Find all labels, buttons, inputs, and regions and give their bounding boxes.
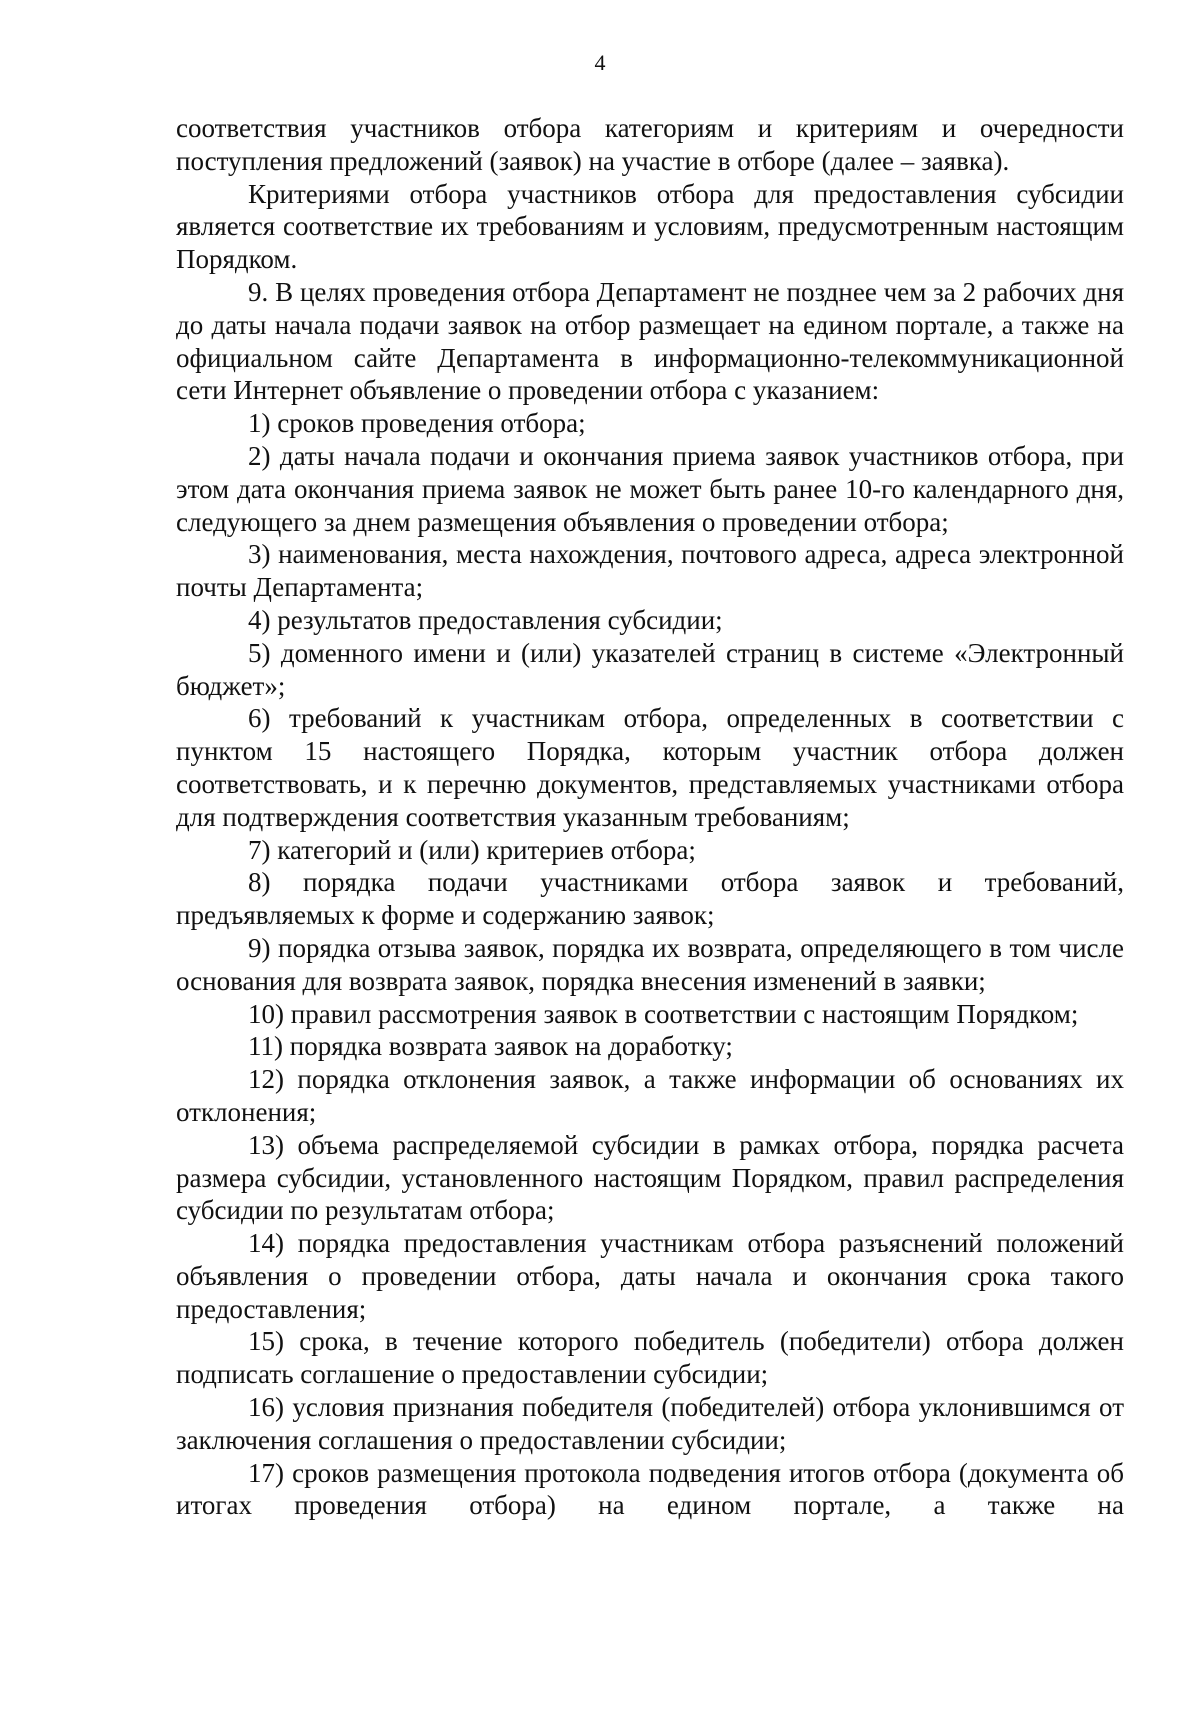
paragraph: 16) условия признания победителя (победителей) отбора уклонившимся от заключения соглашения о предоставлении субсидии; <box>176 1392 1124 1455</box>
paragraph: соответствия участников отбора категориям и критериям и очередности поступления предложений (заявок) на участие в отборе (далее – заявка). <box>176 113 1124 176</box>
paragraph: 11) порядка возврата заявок на доработку; <box>248 1031 733 1062</box>
paragraph: 7) категорий и (или) критериев отбора; <box>248 834 696 865</box>
paragraph: 12) порядка отклонения заявок, а также информации об основаниях их отклонения; <box>176 1064 1124 1127</box>
paragraph: 2) даты начала подачи и окончания приема заявок участников отбора, при этом дата окончания приема заявок не может быть ранее 10-го календарного дня, следующего за днем размещения объявления о проведении отбора; <box>176 440 1124 537</box>
paragraph: 3) наименования, места нахождения, почтового адреса, адреса электронной почты Департамента; <box>176 539 1124 603</box>
paragraph: 8) порядка подачи участниками отбора заявок и требований, предъявляемых к форме и содержанию заявок; <box>176 867 1124 931</box>
paragraph: 17) сроков размещения протокола подведения итогов отбора (документа об итогах проведения отбора) на едином портале, а также на <box>176 1457 1124 1521</box>
paragraph: 6) требований к участникам отбора, определенных в соответствии с пунктом 15 настоящего Порядка, которым участник отбора должен соответствовать, и к перечню документов, представляемых участниками отбора для подтверждения соответствия указанным требованиям; <box>176 703 1124 832</box>
paragraph: 9. В целях проведения отбора Департамент не позднее чем за 2 рабочих дня до даты начала подачи заявок на отбор размещает на едином портале, а также на официальном сайте Департамента в информационно-телекоммуникационной сети Интернет объявление о проведении отбора с указанием: <box>176 276 1124 406</box>
paragraph: 5) доменного имени и (или) указателей страниц в системе «Электронный бюджет»; <box>176 637 1124 701</box>
document-body <box>176 112 1124 1522</box>
paragraph: 14) порядка предоставления участникам отбора разъяснений положений объявления о проведении отбора, даты начала и окончания срока такого предоставления; <box>176 1228 1124 1324</box>
paragraph: 15) срока, в течение которого победитель (победители) отбора должен подписать соглашение о предоставлении субсидии; <box>176 1326 1124 1390</box>
paragraph: 9) порядка отзыва заявок, порядка их возврата, определяющего в том числе основания для возврата заявок, порядка внесения изменений в заявки; <box>176 932 1124 996</box>
paragraph: 13) объема распределяемой субсидии в рамках отбора, порядка расчета размера субсидии, установленного настоящим Порядком, правил распределения субсидии по результатам отбора; <box>176 1129 1124 1226</box>
page-number: 4 <box>594 50 606 75</box>
paragraph: Критериями отбора участников отбора для предоставления субсидии является соответствие их требованиям и условиям, предусмотренным настоящим Порядком. <box>176 178 1124 275</box>
paragraph: 10) правил рассмотрения заявок в соответствии с настоящим Порядком; <box>248 998 1079 1029</box>
paragraph: 4) результатов предоставления субсидии; <box>248 604 723 635</box>
paragraph: 1) сроков проведения отбора; <box>248 408 586 439</box>
